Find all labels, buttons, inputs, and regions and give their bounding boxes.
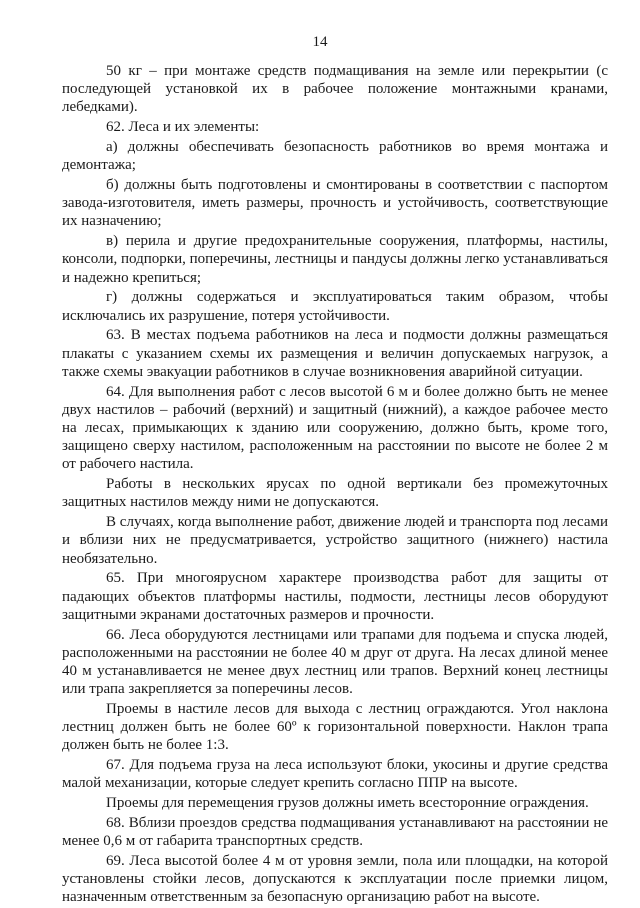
paragraph: 66. Леса оборудуются лестницами или трапами для подъема и спуска людей, расположенными на расстоянии не более 40 м друг от друга. На лесах длиной менее 40 м устанавливается не менее двух лестниц или трапов. Верхний конец лестницы или трапа закрепляется за поперечины лесов. [62, 626, 608, 698]
page-number: 14 [312, 34, 328, 50]
paragraph: Проемы для перемещения грузов должны иметь всесторонние ограждения. [106, 795, 589, 812]
paragraph: 64. Для выполнения работ с лесов высотой 6 м и более должно быть не менее двух настилов – рабочий (верхний) и защитный (нижний), а каждое рабочее место на лесах, примыкающих к зданию или сооружению, должно быть, кроме того, защищено сверху настилом, расположенным на расстоянии по высоте не более 2 м от рабочего настила. [62, 383, 608, 473]
paragraph: 62. Леса и их элементы: [106, 119, 260, 136]
paragraph: Работы в нескольких ярусах по одной вертикали без промежуточных защитных настилов между ними не допускаются. [62, 476, 608, 511]
paragraph: В случаях, когда выполнение работ, движение людей и транспорта под лесами и вблизи них не предусматривается, устройство защитного (нижнего) настила необязательно. [62, 514, 608, 567]
paragraph: 50 кг – при монтаже средств подмащивания на земле или перекрытии (с последующей установкой их в рабочее положение монтажными кранами, лебедками). [62, 63, 608, 116]
paragraph: в) перила и другие предохранительные сооружения, платформы, настилы, консоли, подпорки, поперечины, лестницы и пандусы должны легко устанавливаться и надежно крепиться; [62, 233, 608, 286]
paragraph: 69. Леса высотой более 4 м от уровня земли, пола или площадки, на которой установлены стойки лесов, допускаются к эксплуатации после приемки лицом, назначенным ответственным за безопасную организацию работ на высоте. [62, 853, 608, 906]
paragraph: Проемы в настиле лесов для выхода с лестниц ограждаются. Угол наклона лестниц должен быть не более 60º к горизонтальной поверхности. Наклон трапа должен быть не более 1:3. [62, 701, 608, 754]
paragraph: а) должны обеспечивать безопасность работников во время монтажа и демонтажа; [62, 139, 608, 174]
paragraph: б) должны быть подготовлены и смонтированы в соответствии с паспортом завода-изготовителя, иметь размеры, прочность и устойчивость, соответствующие их назначению; [62, 177, 608, 230]
paragraph: г) должны содержаться и эксплуатироваться таким образом, чтобы исключались их разрушение, потеря устойчивости. [62, 289, 608, 324]
paragraph: 67. Для подъема груза на леса используют блоки, укосины и другие средства малой механизации, которые следует крепить согласно ППР на высоте. [62, 757, 608, 792]
document-body [62, 62, 608, 908]
paragraph: 65. При многоярусном характере производства работ для защиты от падающих объектов платформы настилы, подмости, лестницы лесов оборудуют защитными экранами достаточных размеров и прочности. [62, 570, 608, 623]
paragraph: 68. Вблизи проездов средства подмащивания устанавливают на расстоянии не менее 0,6 м от габарита транспортных средств. [62, 815, 608, 850]
paragraph: 63. В местах подъема работников на леса и подмости должны размещаться плакаты с указанием схемы их размещения и величин допускаемых нагрузок, а также схемы эвакуации работников в случае возникновения аварийной ситуации. [62, 327, 608, 380]
